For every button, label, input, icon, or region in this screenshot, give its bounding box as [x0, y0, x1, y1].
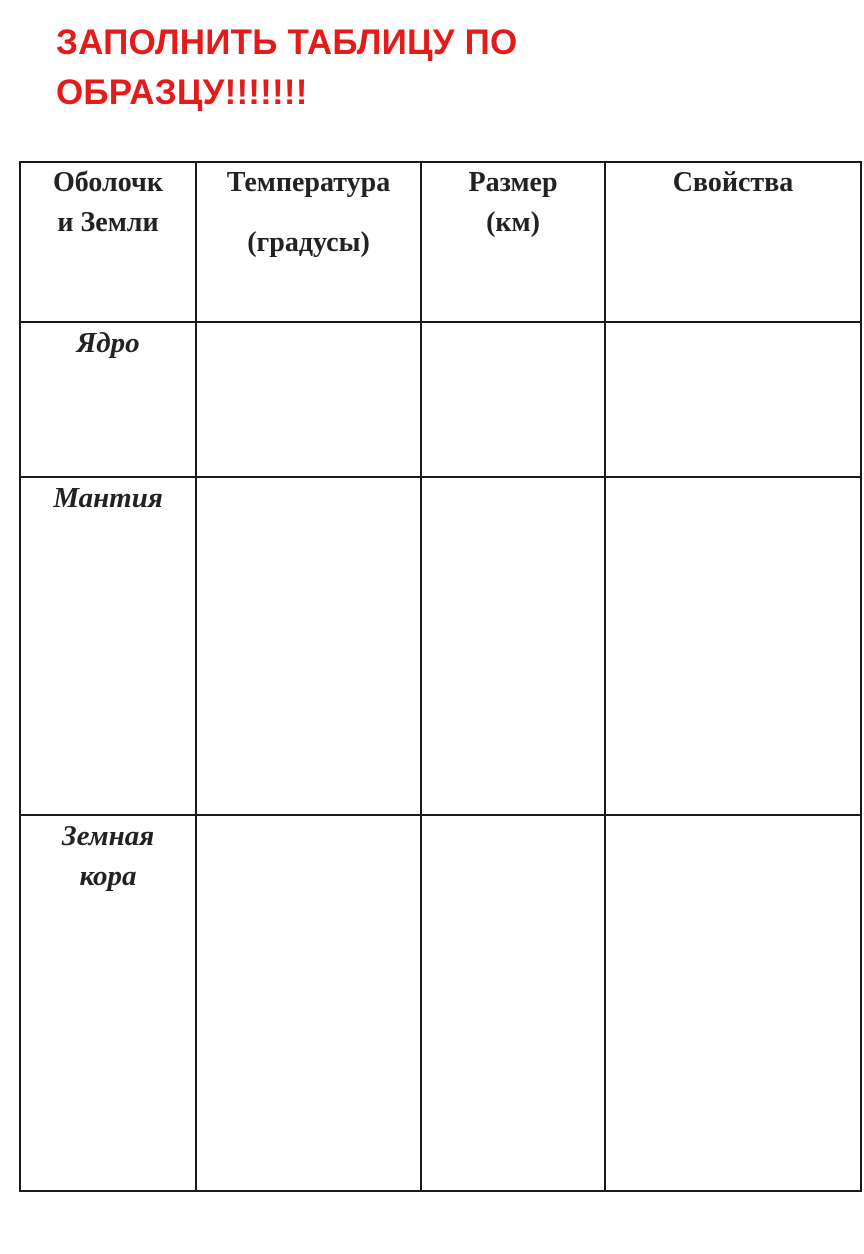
- header-temperature-line-1: Температура: [226, 167, 391, 198]
- header-size-line-2: (км): [486, 207, 540, 238]
- header-size: [421, 162, 605, 322]
- row-label-crust-line-1: Земная: [61, 820, 155, 852]
- row-label-crust-line-2: кора: [79, 860, 137, 892]
- earth-layers-table: [19, 161, 862, 1192]
- table-header-row: [20, 162, 861, 322]
- header-properties-line-1: Свойства: [672, 167, 794, 198]
- header-size-line-1: Размер: [468, 167, 558, 198]
- mantle-size-cell[interactable]: [421, 477, 605, 815]
- header-earth-shells: [20, 162, 196, 322]
- header-temperature: [196, 162, 421, 322]
- row-label-mantle: [20, 477, 196, 815]
- row-label-core-text: Ядро: [76, 327, 140, 359]
- header-earth-shells-line-2: и Земли: [57, 207, 159, 238]
- row-label-mantle-text: Мантия: [53, 482, 163, 514]
- core-size-cell[interactable]: [421, 322, 605, 477]
- table-row: [20, 477, 861, 815]
- mantle-properties-cell[interactable]: [605, 477, 861, 815]
- table-row: [20, 322, 861, 477]
- crust-size-cell[interactable]: [421, 815, 605, 1191]
- core-temperature-cell[interactable]: [196, 322, 421, 477]
- page-title: [56, 18, 616, 118]
- mantle-temperature-cell[interactable]: [196, 477, 421, 815]
- crust-properties-cell[interactable]: [605, 815, 861, 1191]
- page-title-line-2: ОБРАЗЦУ!!!!!!!: [56, 73, 308, 112]
- header-properties: [605, 162, 861, 322]
- header-temperature-line-2: (градусы): [247, 227, 370, 258]
- core-properties-cell[interactable]: [605, 322, 861, 477]
- row-label-core: [20, 322, 196, 477]
- row-label-crust: [20, 815, 196, 1191]
- table-row: [20, 815, 861, 1191]
- crust-temperature-cell[interactable]: [196, 815, 421, 1191]
- header-earth-shells-line-1: Оболочк: [53, 167, 163, 198]
- page-title-line-1: ЗАПОЛНИТЬ ТАБЛИЦУ ПО: [56, 23, 518, 62]
